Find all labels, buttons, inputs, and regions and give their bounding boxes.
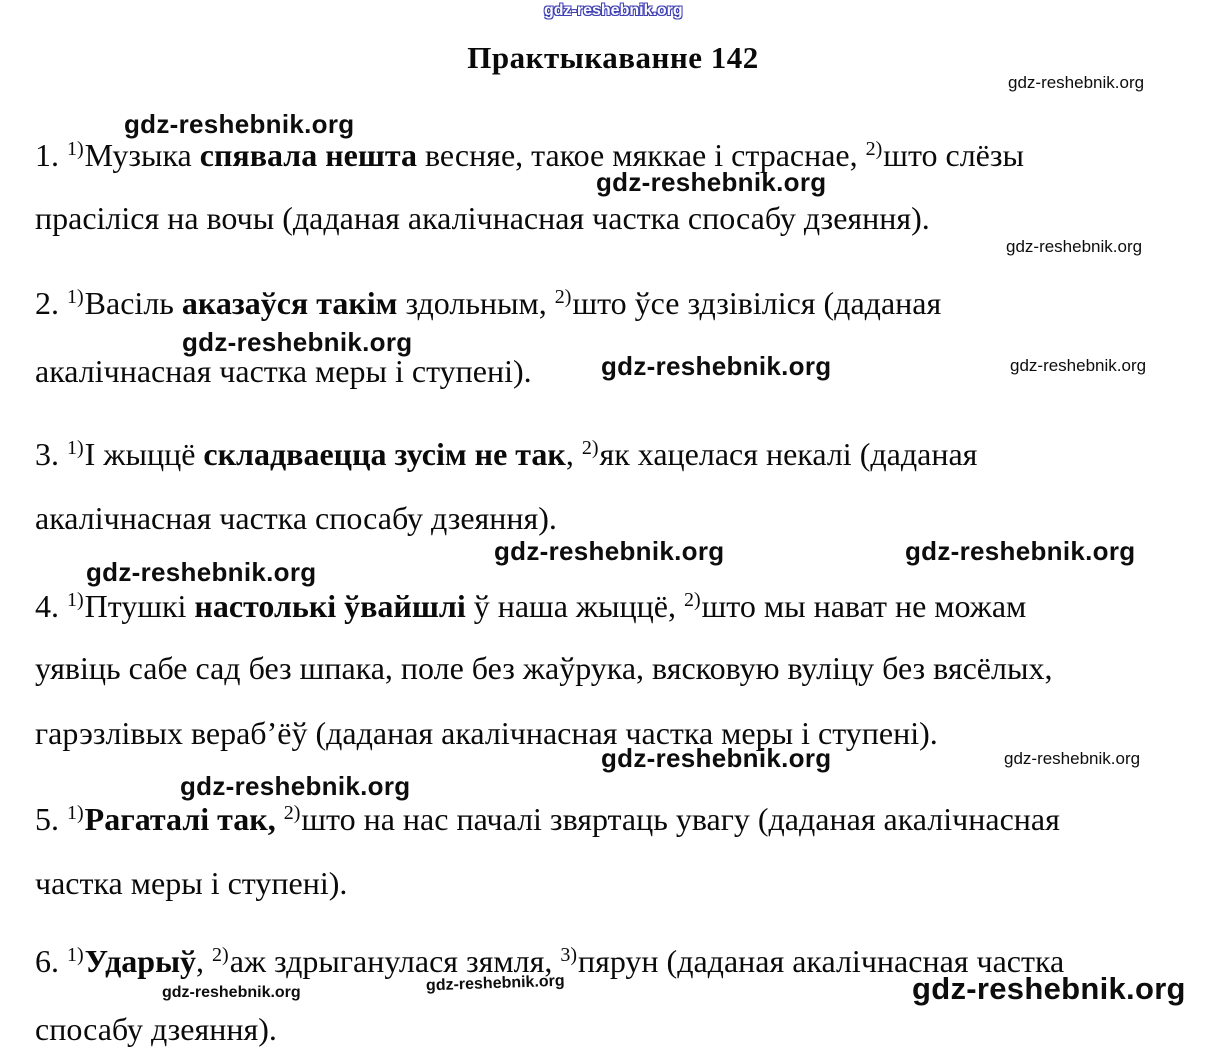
text-run: 1.: [35, 137, 67, 173]
watermark: gdz-reshebnik.org: [182, 327, 413, 357]
exercise-line-1-1: [35, 135, 1024, 180]
watermark: gdz-reshebnik.org: [912, 971, 1186, 1006]
text-run: што ўсе здзівіліся (даданая: [572, 285, 942, 321]
watermark: gdz-reshebnik.org: [601, 351, 832, 381]
superscript-marker: 1): [67, 589, 84, 611]
exercise-line-5-1: [35, 799, 1060, 844]
exercise-line-4-3: [35, 713, 938, 753]
exercise-line-4-1: [35, 586, 1026, 631]
watermark: gdz-reshebnik.org: [601, 743, 832, 773]
watermark: gdz-reshebnik.org: [544, 2, 683, 19]
exercise-line-3-2: [35, 498, 557, 538]
text-run: прасіліся на вочы (даданая акалічнасная частка спосабу дзеяння).: [35, 200, 930, 236]
watermark: gdz-reshebnik.org: [1004, 749, 1141, 768]
watermark: gdz-reshebnik.org: [162, 984, 301, 1001]
text-run: [276, 801, 284, 837]
watermark: gdz-reshebnik.org: [1008, 73, 1145, 92]
page-title: Практыкаванне 142: [467, 40, 759, 75]
superscript-marker: 1): [67, 802, 84, 824]
exercise-line-5-2: [35, 863, 347, 903]
watermark: gdz-reshebnik.org: [86, 557, 317, 587]
superscript-marker: 2): [283, 802, 301, 824]
bold-run: складваецца зусім не так: [203, 436, 566, 472]
watermark: gdz-reshebnik.org: [1006, 237, 1143, 256]
text-run: 6.: [35, 943, 67, 979]
bold-run: спявала нешта: [199, 137, 417, 173]
text-run: Птушкі: [84, 588, 195, 624]
text-run: акалічнасная частка меры і ступені).: [35, 353, 532, 389]
superscript-marker: 2): [581, 437, 599, 459]
bold-run: Рагаталі так,: [84, 801, 276, 837]
text-run: што на нас пачалі звяртаць увагу (даданая акалічнасная: [301, 801, 1060, 837]
text-run: як хацелася некалі (даданая: [599, 436, 978, 472]
text-run: пярун (даданая акалічнасная частка: [577, 943, 1065, 979]
watermark: gdz-reshebnik.org: [124, 109, 355, 139]
watermark: gdz-reshebnik.org: [905, 536, 1136, 566]
superscript-marker: 2): [212, 944, 229, 966]
text-run: акалічнасная частка спосабу дзеяння).: [35, 500, 557, 536]
superscript-marker: 2): [683, 589, 701, 611]
bold-run: настолькі ўвайшлі: [194, 588, 466, 624]
exercise-line-1-2: [35, 198, 930, 238]
text-run: ў наша жыццё,: [465, 588, 684, 624]
exercise-line-4-2: [35, 648, 1052, 688]
superscript-marker: 2): [865, 138, 883, 160]
text-run: уявіць сабе сад без шпака, поле без жаўрука, вясковую вуліцу без вясёлых,: [35, 650, 1053, 686]
text-run: аж здрыганулася зямля,: [229, 943, 561, 979]
watermark: gdz-reshebnik.org: [425, 972, 565, 995]
text-run: 5.: [35, 801, 67, 837]
text-run: весняе, такое мяккае і страснае,: [416, 137, 866, 173]
exercise-line-3-1: [35, 434, 977, 479]
text-run: 3.: [35, 436, 67, 472]
text-run: І жыццё: [84, 436, 204, 472]
text-run: ,: [565, 436, 582, 472]
watermark: gdz-reshebnik.org: [596, 167, 827, 197]
superscript-marker: 1): [67, 437, 84, 459]
exercise-line-6-2: [35, 1009, 277, 1049]
bold-run: Ударыў: [84, 943, 197, 979]
watermark: gdz-reshebnik.org: [1010, 356, 1147, 375]
exercise-line-6-1: [35, 941, 1064, 986]
superscript-marker: 1): [67, 944, 84, 966]
text-run: частка меры і ступені).: [35, 865, 348, 901]
text-run: здольным,: [397, 285, 555, 321]
superscript-marker: 1): [67, 138, 84, 160]
exercise-line-2-1: [35, 283, 941, 328]
exercise-line-2-2: [35, 351, 532, 391]
superscript-marker: 1): [67, 286, 84, 308]
watermark: gdz-reshebnik.org: [180, 771, 411, 801]
text-run: ,: [196, 943, 213, 979]
text-run: што слёзы: [883, 137, 1025, 173]
bold-run: аказаўся такім: [181, 285, 398, 321]
text-run: 4.: [35, 588, 67, 624]
text-run: спосабу дзеяння).: [35, 1011, 277, 1047]
watermark: gdz-reshebnik.org: [494, 536, 725, 566]
text-run: Музыка: [84, 137, 200, 173]
text-run: Васіль: [84, 285, 182, 321]
text-run: што мы нават не можам: [701, 588, 1027, 624]
superscript-marker: 3): [560, 944, 577, 966]
text-run: 2.: [35, 285, 67, 321]
superscript-marker: 2): [554, 286, 572, 308]
text-run: гарэзлівых вераб’ёў (даданая акалічнасная частка меры і ступені).: [35, 715, 938, 751]
